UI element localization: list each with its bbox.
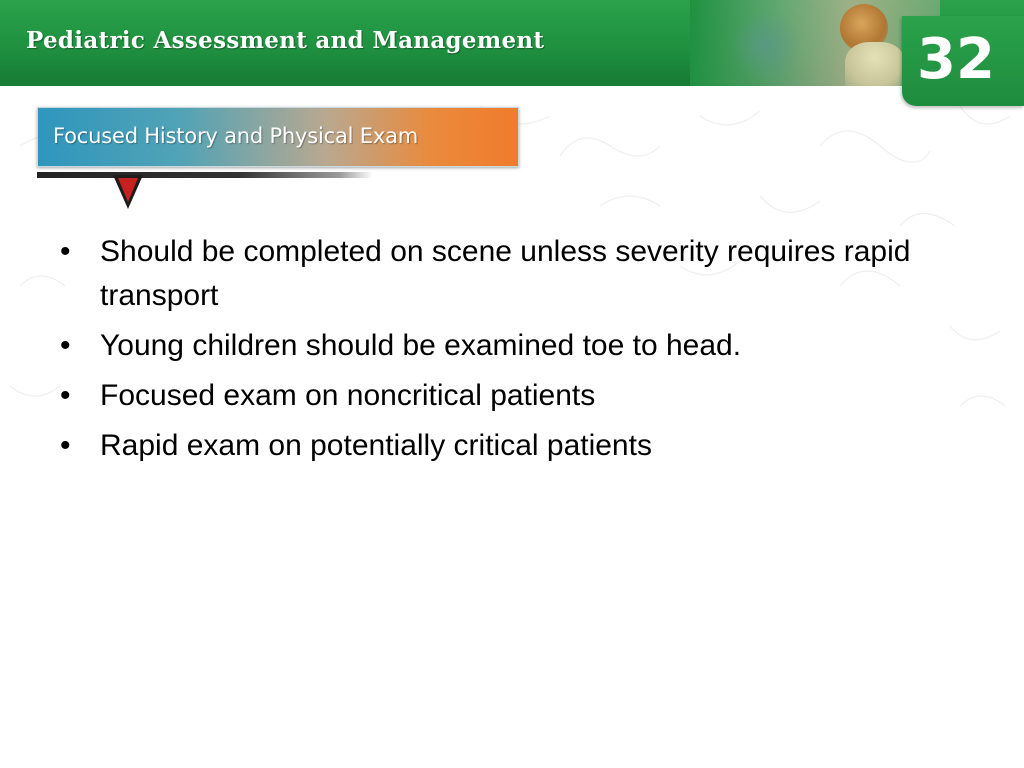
banner-rule [37, 172, 373, 178]
chapter-badge [902, 16, 1024, 106]
list-item [60, 230, 940, 318]
course-title: Pediatric Assessment and Management [26, 27, 545, 54]
bullet-marker: • [60, 235, 71, 268]
bullet-text: Should be completed on scene unless severity requires rapid transport [100, 235, 911, 312]
section-title: Focused History and Physical Exam [53, 124, 418, 148]
bullet-text: Rapid exam on potentially critical patients [100, 429, 652, 462]
pointer-arrow-inner-icon [118, 178, 138, 202]
list-item [60, 324, 940, 368]
bullet-text: Focused exam on noncritical patients [100, 379, 596, 412]
section-banner [37, 107, 519, 167]
bullet-marker: • [60, 429, 71, 462]
bullet-marker: • [60, 329, 71, 362]
bullet-marker: • [60, 379, 71, 412]
header-band [0, 0, 1024, 86]
list-item [60, 424, 940, 468]
bullet-text: Young children should be examined toe to head. [100, 329, 742, 362]
list-item [60, 374, 940, 418]
chapter-number: 32 [917, 27, 995, 92]
bullet-list [60, 230, 940, 474]
